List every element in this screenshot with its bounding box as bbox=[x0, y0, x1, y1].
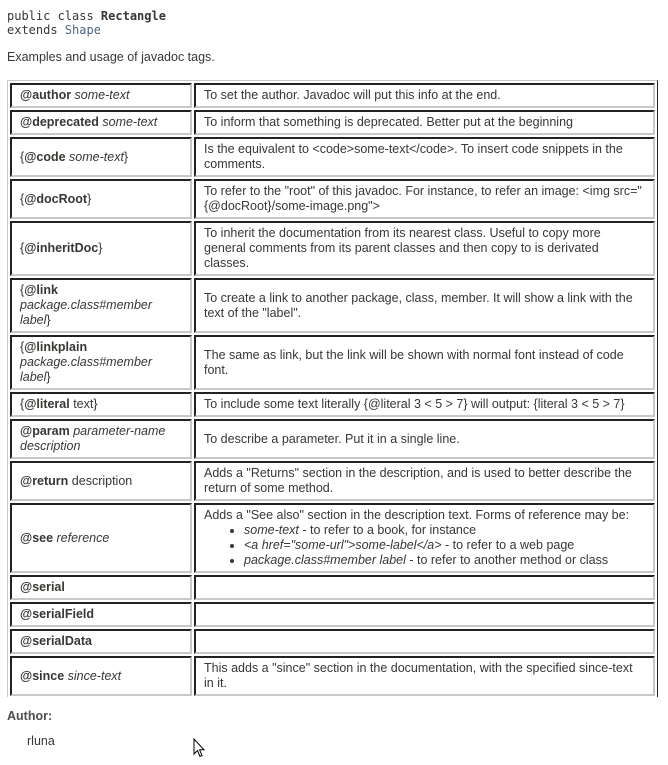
tag-name: @code bbox=[24, 149, 66, 164]
tag-description: Adds a "Returns" section in the description, and is used to better describe the return of some method. bbox=[204, 466, 632, 495]
description-cell bbox=[194, 392, 655, 417]
tag-description: To refer to the "root" of this javadoc. For instance, to refer an image: <img src="{@docRoot}/some-image.png"> bbox=[204, 184, 642, 213]
tag-argument: since-text bbox=[64, 668, 122, 683]
tag-name: @literal bbox=[24, 397, 70, 411]
description-cell bbox=[194, 629, 655, 654]
author-value: rluna bbox=[27, 734, 55, 748]
tag-prefix: { bbox=[20, 241, 25, 255]
tag-cell bbox=[10, 575, 192, 600]
tag-cell bbox=[10, 602, 192, 627]
table-row bbox=[10, 602, 655, 627]
tag-cell bbox=[10, 335, 192, 390]
tag-cell bbox=[10, 503, 192, 573]
table-row bbox=[10, 179, 655, 219]
tag-prefix: { bbox=[20, 397, 25, 411]
tag-prefix: { bbox=[20, 283, 25, 297]
tag-argument: parameter-name description bbox=[20, 424, 166, 453]
tag-argument: package.class#member label bbox=[20, 355, 153, 384]
table-row bbox=[10, 419, 655, 459]
tag-name: @return bbox=[20, 473, 69, 488]
description-cell bbox=[194, 221, 655, 276]
tag-argument: package.class#member label bbox=[20, 298, 153, 327]
description-cell bbox=[194, 575, 655, 600]
description-cell bbox=[194, 461, 655, 501]
tag-name: @param bbox=[20, 424, 70, 438]
table-row bbox=[10, 221, 655, 276]
description-cell bbox=[194, 419, 655, 459]
tag-suffix: } bbox=[46, 313, 51, 327]
tag-prefix: { bbox=[20, 149, 25, 164]
signature-prefix: public class bbox=[7, 9, 101, 23]
tag-description: This adds a "since" section in the documentation, with the specified since-text in it. bbox=[204, 661, 633, 690]
description-cell bbox=[194, 83, 655, 108]
table-row bbox=[10, 575, 655, 600]
tag-description: To inherit the documentation from its nearest class. Useful to copy more general comments from its parent classes and then copy to is derivated classes. bbox=[204, 226, 601, 270]
description-cell bbox=[194, 656, 655, 696]
tag-argument: some-text bbox=[65, 149, 124, 164]
tag-argument: text bbox=[69, 397, 94, 411]
tag-name: @see bbox=[20, 530, 54, 545]
tag-suffix: } bbox=[98, 241, 103, 255]
description-cell bbox=[194, 110, 655, 135]
tag-cell bbox=[10, 656, 192, 696]
tag-prefix: { bbox=[20, 340, 25, 354]
tag-description: To create a link to another package, class, member. It will show a link with the text of the "label". bbox=[204, 290, 633, 320]
tag-description: Is the equivalent to <code>some-text</code>. To insert code snippets in the comments. bbox=[204, 142, 623, 171]
table-row bbox=[10, 656, 655, 696]
tag-cell bbox=[10, 137, 192, 177]
javadoc-tags-table-container bbox=[7, 80, 658, 697]
tag-description: Adds a "See also" section in the description text. Forms of reference may be: bbox=[204, 508, 630, 522]
table-row bbox=[10, 110, 655, 135]
table-row bbox=[10, 461, 655, 501]
table-row bbox=[10, 278, 655, 333]
extends-line bbox=[7, 23, 166, 37]
tag-suffix: } bbox=[93, 397, 98, 411]
class-declaration bbox=[7, 9, 166, 23]
description-cell bbox=[194, 137, 655, 177]
tag-description: To set the author. Javadoc will put this info at the end. bbox=[204, 88, 501, 102]
reference-forms-list bbox=[204, 523, 645, 568]
tag-cell bbox=[10, 461, 192, 501]
list-item bbox=[244, 538, 645, 553]
table-row bbox=[10, 335, 655, 390]
tag-cell bbox=[10, 221, 192, 276]
reference-explanation: - to refer to a web page bbox=[441, 538, 575, 552]
tag-name: @serial bbox=[20, 580, 65, 594]
tag-argument: description bbox=[68, 473, 133, 488]
table-row bbox=[10, 503, 655, 573]
tag-suffix: } bbox=[46, 370, 51, 384]
class-signature bbox=[7, 9, 166, 37]
tag-name: @link bbox=[24, 283, 58, 297]
reference-explanation: - to refer to another method or class bbox=[405, 553, 609, 567]
table-row bbox=[10, 137, 655, 177]
class-name: Rectangle bbox=[100, 9, 166, 23]
tag-argument: reference bbox=[53, 530, 110, 545]
list-item bbox=[244, 553, 645, 568]
tag-description: To describe a parameter. Put it in a single line. bbox=[204, 431, 460, 446]
superclass-link[interactable]: Shape bbox=[64, 23, 101, 37]
tag-name: @author bbox=[20, 88, 72, 102]
tag-cell bbox=[10, 179, 192, 219]
tag-cell bbox=[10, 110, 192, 135]
tag-name: @inheritDoc bbox=[24, 241, 99, 255]
tag-cell bbox=[10, 83, 192, 108]
list-item bbox=[244, 523, 645, 538]
tag-description: To inform that something is deprecated. Better put at the beginning bbox=[204, 115, 573, 129]
reference-explanation: - to refer to a book, for instance bbox=[298, 523, 477, 537]
class-description: Examples and usage of javadoc tags. bbox=[7, 50, 215, 64]
tag-description: To include some text literally {@literal 3 < 5 > 7} will output: {literal 3 < 5 > 7} bbox=[204, 397, 625, 411]
description-cell bbox=[194, 335, 655, 390]
tag-cell bbox=[10, 629, 192, 654]
tag-cell bbox=[10, 278, 192, 333]
description-cell bbox=[194, 179, 655, 219]
author-label: Author: bbox=[7, 709, 53, 723]
reference-form: package.class#member label bbox=[244, 553, 406, 567]
extends-keyword: extends bbox=[7, 23, 65, 37]
tag-name: @serialData bbox=[20, 634, 92, 648]
tag-description: The same as link, but the link will be shown with normal font instead of code font. bbox=[204, 347, 624, 377]
tag-argument: some-text bbox=[71, 88, 130, 102]
tag-cell bbox=[10, 419, 192, 459]
tag-name: @deprecated bbox=[20, 115, 99, 129]
table-row bbox=[10, 629, 655, 654]
javadoc-tags-table bbox=[7, 80, 658, 697]
description-cell bbox=[194, 602, 655, 627]
tag-cell bbox=[10, 392, 192, 417]
mouse-cursor-icon bbox=[193, 738, 205, 758]
tag-suffix: } bbox=[123, 149, 129, 164]
reference-form: <a href="some-url">some-label</a> bbox=[244, 538, 442, 552]
tag-name: @linkplain bbox=[24, 340, 88, 354]
reference-form: some-text bbox=[244, 523, 299, 537]
table-row bbox=[10, 83, 655, 108]
tag-suffix: } bbox=[87, 191, 92, 206]
tag-prefix: { bbox=[20, 191, 25, 206]
tag-name: @docRoot bbox=[24, 191, 88, 206]
description-cell bbox=[194, 503, 655, 573]
tag-name: @since bbox=[20, 668, 65, 683]
tag-name: @serialField bbox=[20, 607, 95, 621]
tag-argument: some-text bbox=[98, 115, 158, 129]
table-row bbox=[10, 392, 655, 417]
description-cell bbox=[194, 278, 655, 333]
